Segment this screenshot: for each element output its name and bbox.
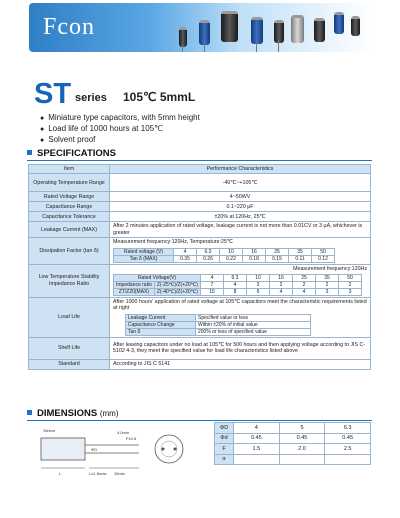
dim-cell: 0.45 xyxy=(325,433,371,444)
dim-cell xyxy=(234,454,280,465)
dim-cell: 2.0 xyxy=(279,444,325,455)
row-label: Standard xyxy=(29,359,110,369)
table-row xyxy=(29,174,371,192)
row-value: According to JIS C 5141 xyxy=(110,359,371,369)
voltage-cell: 4 xyxy=(200,275,223,282)
load-life-value: 200% or less of specified value xyxy=(196,328,311,335)
feature-item: ● Load life of 1000 hours at 105℃ xyxy=(40,124,200,135)
dim-header: ΦD xyxy=(215,423,234,434)
series-code: ST xyxy=(34,78,72,110)
table-header-row xyxy=(29,165,371,174)
table-row xyxy=(215,423,371,434)
header-item: Item xyxy=(29,165,110,174)
lead-length-label: 4.0min xyxy=(117,430,130,435)
impedance-cell: 15 xyxy=(200,289,223,296)
dim-cell: 4 xyxy=(234,423,280,434)
table-row xyxy=(29,202,371,212)
voltage-cell: 25 xyxy=(292,275,315,282)
dim-header: α xyxy=(215,454,234,465)
row-label: Rated Voltage Range xyxy=(29,192,110,202)
impedance-cell: 2 xyxy=(338,282,361,289)
tan-cell: 0.18 xyxy=(243,255,266,262)
dimensions-table xyxy=(214,422,371,465)
dissipation-table xyxy=(113,248,335,263)
impedance-cell: 6 xyxy=(246,289,269,296)
dim-header: Φd xyxy=(215,433,234,444)
voltage-cell: 16 xyxy=(243,248,266,255)
dimension-drawing xyxy=(29,424,204,490)
impedance-cell: 3 xyxy=(315,289,338,296)
row-label: Capacitance Range xyxy=(29,202,110,212)
dimensions-heading: DIMENSIONS (mm) xyxy=(27,408,118,419)
tan-cell: 0.11 xyxy=(289,255,312,262)
table-row xyxy=(29,192,371,202)
table-row xyxy=(29,298,371,338)
row-label: Leakage Current (MAX) xyxy=(29,222,110,238)
impedance-label: Impedance ratio xyxy=(114,282,155,289)
low-temp-table xyxy=(113,274,362,296)
table-row xyxy=(29,222,371,238)
impedance-cell: 4 xyxy=(269,289,292,296)
voltage-cell: 50 xyxy=(338,275,361,282)
l-tolerance-label: L±1.5max xyxy=(89,471,107,476)
table-row xyxy=(215,433,371,444)
rated-voltage-label: Rated Voltage(V) xyxy=(114,275,201,282)
section-rule xyxy=(27,420,372,421)
dim-cell: 0.45 xyxy=(279,433,325,444)
voltage-cell: 16 xyxy=(269,275,292,282)
voltage-cell: 10 xyxy=(220,248,243,255)
dissipation-cell xyxy=(110,238,371,264)
voltage-cell: 25 xyxy=(266,248,289,255)
section-marker-icon xyxy=(27,150,32,155)
load-life-table xyxy=(125,314,311,336)
impedance-cell: 3 xyxy=(338,289,361,296)
section-rule xyxy=(27,160,372,161)
impedance-cell: 3 xyxy=(246,282,269,289)
voltage-cell: 50 xyxy=(312,248,335,255)
dim-cell: 5 xyxy=(279,423,325,434)
series-description: 105℃ 5mmL xyxy=(123,90,196,104)
f-label: F±0.5 xyxy=(126,436,137,441)
dim-cell xyxy=(279,454,325,465)
row-value: 4~50WV xyxy=(110,192,371,202)
row-value: After leaving capacitors under no load at 105℃ for 500 hours and then applying voltage according to JIS C-5102 4-3, they meet the specified value for load life characteristics listed above xyxy=(110,337,371,359)
voltage-cell: 35 xyxy=(289,248,312,255)
voltage-cell: 35 xyxy=(315,275,338,282)
brand-logo: Fcon xyxy=(43,14,95,40)
voltage-cell: 6.3 xyxy=(197,248,220,255)
load-life-text: After 1000 hours' application of rated voltage at 105℃ capacitors meet the characteristic requirements listed at right xyxy=(113,299,367,312)
table-row xyxy=(29,359,371,369)
series-title xyxy=(34,78,196,111)
load-life-item: Leakage Current xyxy=(126,314,196,321)
row-label: Load Life xyxy=(29,298,110,338)
row-label: Low Temperature Stability Impedance Ratio xyxy=(29,264,110,297)
table-row xyxy=(29,238,371,264)
specifications-table xyxy=(28,164,371,370)
end-view-circle xyxy=(155,435,183,463)
header-banner xyxy=(29,3,372,52)
voltage-cell: 10 xyxy=(246,275,269,282)
tan-cell: 0.15 xyxy=(266,255,289,262)
row-value: After 2 minutes application of rated voltage, leakage current is not more than 0.01CV or 3 μA, whichever is greater xyxy=(110,222,371,238)
row-label: Operating Temperature Range xyxy=(29,174,110,192)
dim-cell: 2.5 xyxy=(325,444,371,455)
row-label: Dissipation Factor (tan δ) xyxy=(29,238,110,264)
row-value: 0.1~220 μF xyxy=(110,202,371,212)
load-life-item: Capacitance Change xyxy=(126,321,196,328)
feature-item: ● Miniature type capacitors, with 5mm height xyxy=(40,113,200,124)
impedance-cell: 2 xyxy=(315,282,338,289)
impedance-cell: 2 xyxy=(269,282,292,289)
impedance-cell: 8 xyxy=(223,289,246,296)
table-row xyxy=(29,264,371,297)
impedance-cell: 7 xyxy=(200,282,223,289)
impedance-cell: 2 xyxy=(292,282,315,289)
dim-cell xyxy=(325,454,371,465)
sleeve-label: Sleeve xyxy=(43,428,56,433)
section-marker-icon xyxy=(27,410,32,415)
lead-dot xyxy=(174,448,177,451)
l-label: L xyxy=(59,471,62,476)
dim-header: F xyxy=(215,444,234,455)
load-life-value: Specified value or less xyxy=(196,314,311,321)
row-label: Capacitance Tolerance xyxy=(29,212,110,222)
header-performance: Performance Characteristics xyxy=(110,165,371,174)
tan-cell: 0.35 xyxy=(174,255,197,262)
feature-list xyxy=(40,113,200,146)
row-value: -40℃~+105℃ xyxy=(110,174,371,192)
impedance-cell: 4 xyxy=(292,289,315,296)
load-life-value: Within ±20% of initial value xyxy=(196,321,311,328)
lead-min-label: 15min xyxy=(114,471,125,476)
rated-voltage-label: Rated voltage (V) xyxy=(114,248,174,255)
capacitor-body-outline xyxy=(41,438,85,460)
tan-cell: 0.12 xyxy=(312,255,335,262)
row-label: Shelf Life xyxy=(29,337,110,359)
impedance-condition: Z(-40℃)/Z(+20℃) xyxy=(154,289,200,296)
dim-cell: 6.3 xyxy=(325,423,371,434)
voltage-cell: 4 xyxy=(174,248,197,255)
tan-cell: 0.26 xyxy=(197,255,220,262)
load-life-cell xyxy=(110,298,371,338)
impedance-label: ZT/Z20(MAX) xyxy=(114,289,155,296)
table-row xyxy=(29,212,371,222)
impedance-condition: Z(-25℃)/Z(+20℃) xyxy=(154,282,200,289)
d-label: ΦD xyxy=(91,447,98,452)
row-value: ±20% at 120Hz, 25℃ xyxy=(110,212,371,222)
lead-dot xyxy=(162,448,165,451)
table-row xyxy=(215,454,371,465)
impedance-cell: 4 xyxy=(223,282,246,289)
feature-item: ● Solvent proof xyxy=(40,135,200,146)
voltage-cell: 6.3 xyxy=(223,275,246,282)
dim-cell: 0.45 xyxy=(234,433,280,444)
tan-cell: 0.22 xyxy=(220,255,243,262)
dim-cell: 1.5 xyxy=(234,444,280,455)
tan-label: Tan δ (MAX) xyxy=(114,255,174,262)
table-row xyxy=(215,444,371,455)
series-word: series xyxy=(75,92,107,104)
dissipation-note: Measurement frequency:120Hz, Temperature:25℃ xyxy=(113,239,233,246)
specifications-heading: SPECIFICATIONS xyxy=(27,148,116,159)
low-temp-note: Measurement frequency:120Hz xyxy=(293,265,367,272)
load-life-item: Tan δ xyxy=(126,328,196,335)
table-row xyxy=(29,337,371,359)
low-temp-cell xyxy=(110,264,371,297)
